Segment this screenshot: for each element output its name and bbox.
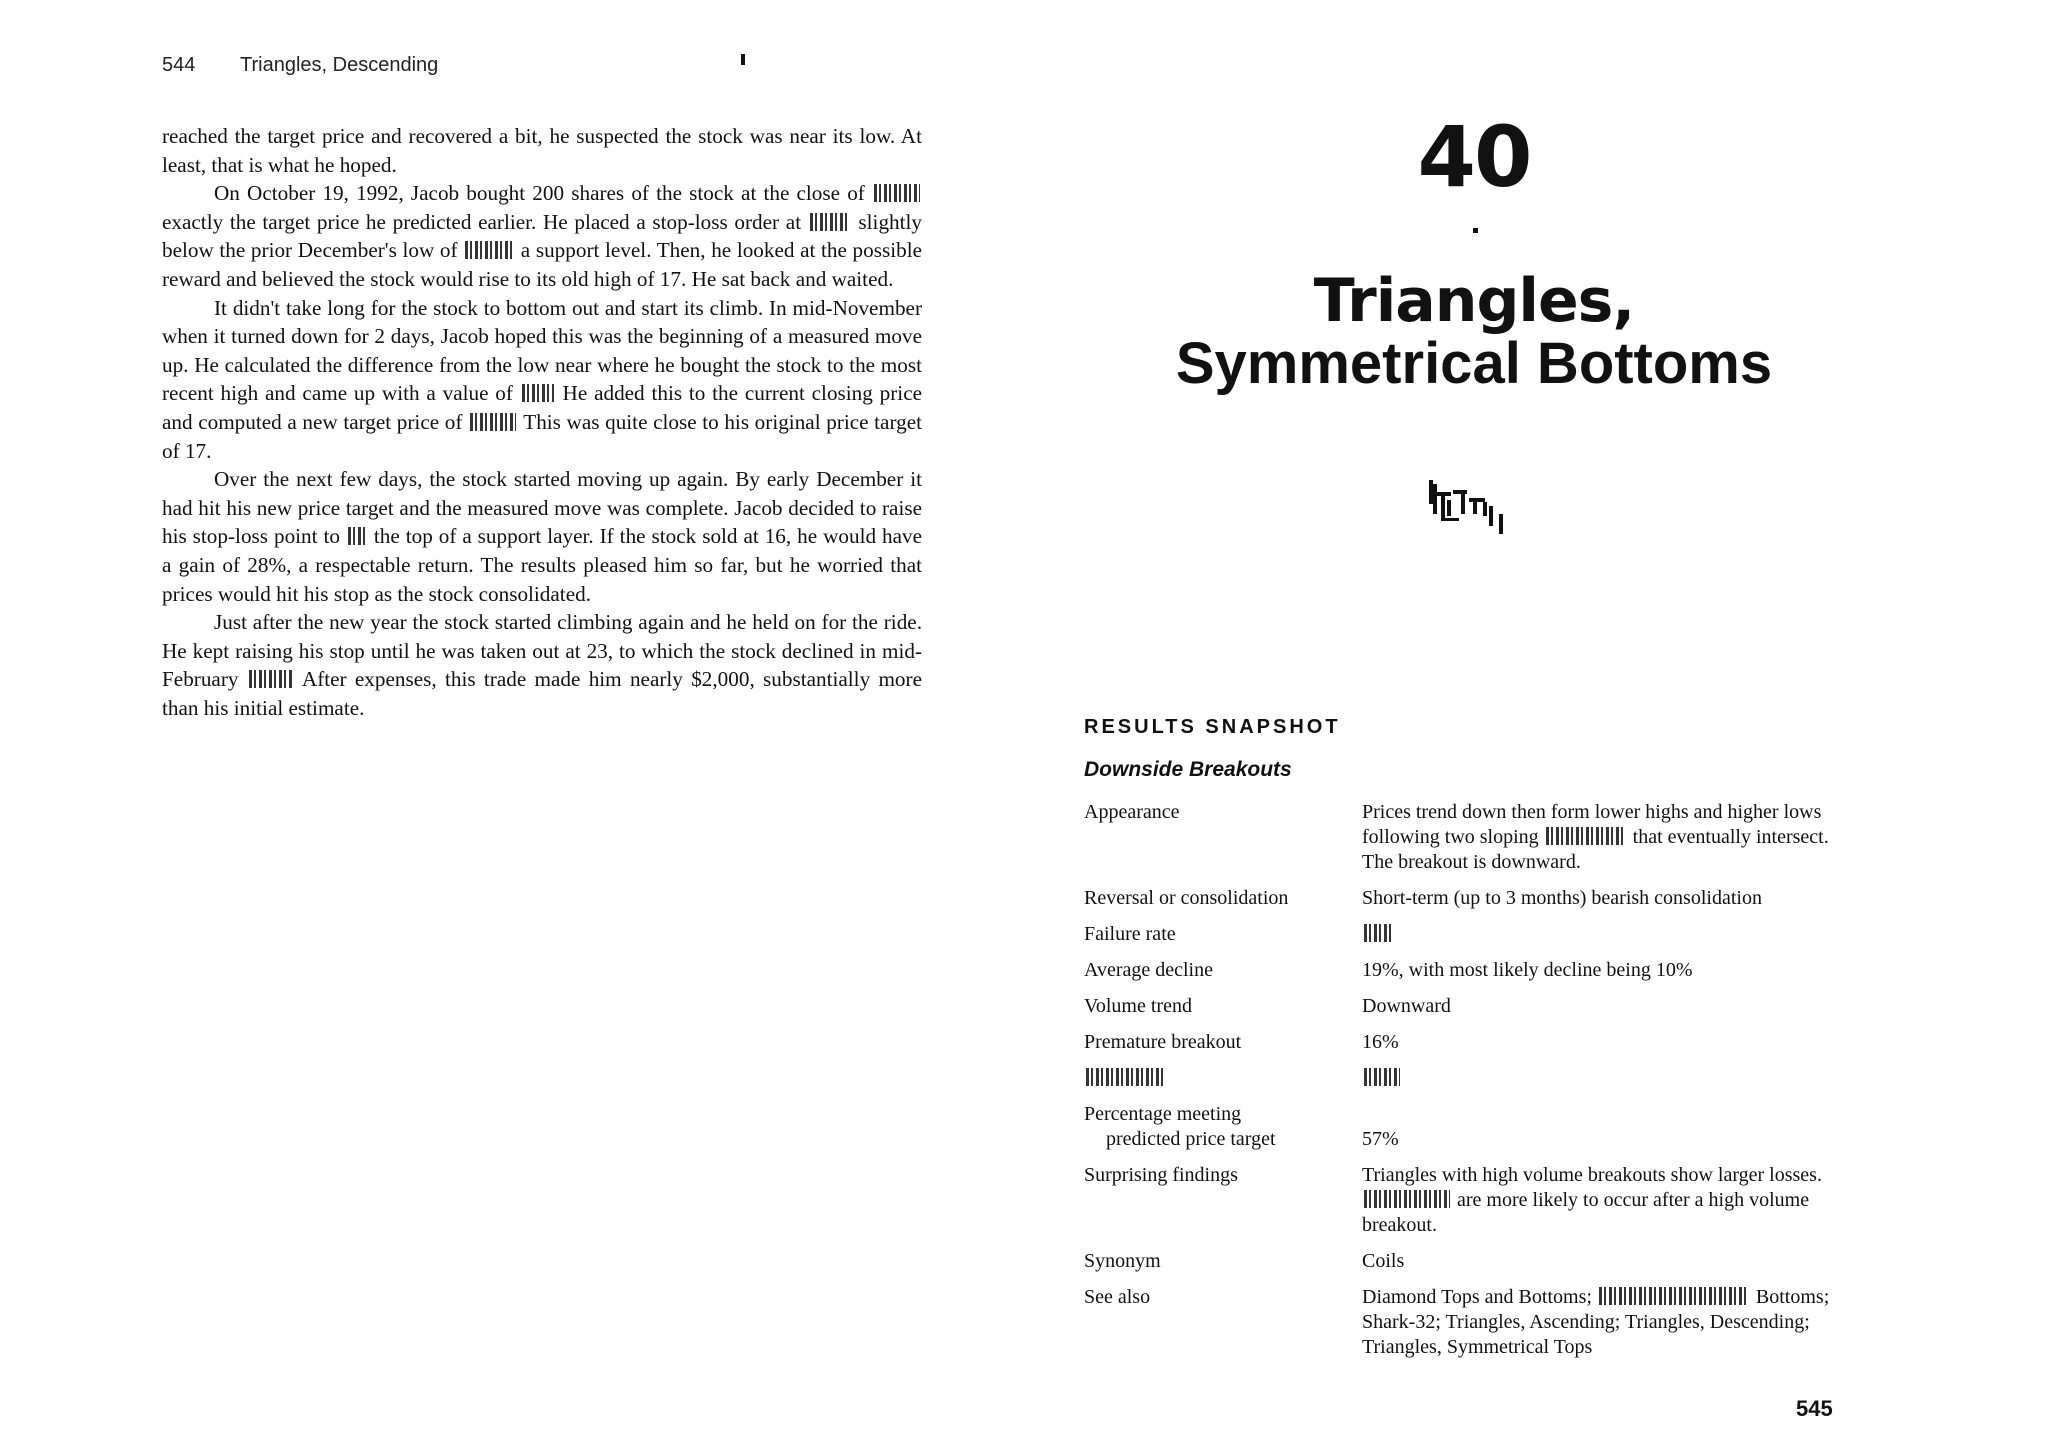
print-dot [1473, 228, 1478, 233]
row-label [1084, 1066, 1362, 1091]
row-value [1362, 922, 1864, 947]
page-number-right: 545 [1796, 1396, 1833, 1421]
chapter-number: 40 [1417, 108, 1531, 206]
row-label: Reversal or consolidation [1084, 887, 1289, 909]
illegible-glyph [465, 241, 513, 259]
illegible-glyph [249, 670, 293, 688]
table-row [1084, 1102, 1864, 1152]
illegible-glyph [470, 413, 516, 431]
row-value: Downward [1362, 995, 1451, 1017]
row-label: See also [1084, 1286, 1151, 1308]
illegible-glyph [1599, 1287, 1749, 1305]
text-run: On October 19, 1992, Jacob bought 200 shares of the stock at the close of [214, 181, 872, 206]
illegible-glyph [1086, 1068, 1166, 1086]
illegible-glyph [522, 384, 554, 402]
row-label: Failure rate [1084, 923, 1176, 945]
text-run: It didn't take long for the stock to bottom out and start its climb. In mid-November when it turned down for 2 days, Jacob hoped this was the beginning of a measured move up. He calculated the difference from the low near where he bought the stock to the most recent high and came up with a value of [162, 295, 922, 406]
row-value: Diamond Tops and Bottoms; Bottoms; Shark-32; Triangles, Ascending; Triangles, Descending; Triangles, Symmetrical Tops [1362, 1286, 1830, 1358]
page-number-left: 544 [162, 54, 196, 76]
text-run: reached the target price and recovered a bit, he suspected the stock was near its low. At least, that is what he hoped. [162, 124, 922, 177]
paragraph-2 [162, 179, 922, 293]
illegible-glyph [1546, 827, 1626, 845]
text-run: He added this to the current closing price and computed a new target price of [162, 381, 923, 434]
text-run: slightly below the prior December's low of [162, 209, 922, 263]
table-row [1084, 994, 1864, 1019]
paragraph-5 [162, 608, 922, 722]
row-label: Synonym [1084, 1250, 1161, 1272]
running-head [162, 54, 438, 77]
snapshot-subtitle: Downside Breakouts [1084, 758, 1292, 781]
row-value: Coils [1362, 1250, 1405, 1272]
chapter-ornament-icon [1427, 478, 1509, 536]
text-run: the top of a support layer. If the stock sold at 16, he would have a gain of 28%, a respectable return. The results pleased him so far, but he worried that prices would hit his stop as the stock consolidated. [162, 524, 923, 606]
row-value: Triangles with high volume breakouts show larger losses. are more likely to occur after a high volume breakout. [1362, 1164, 1822, 1236]
row-label: Appearance [1084, 801, 1180, 823]
table-row [1084, 1249, 1864, 1274]
illegible-glyph [1364, 924, 1394, 942]
paragraph-1 [162, 122, 922, 179]
table-row [1084, 800, 1864, 875]
table-row [1084, 1030, 1864, 1055]
row-label: Volume trend [1084, 995, 1192, 1017]
right-page [1024, 0, 2048, 1447]
paragraph-4 [162, 465, 922, 608]
illegible-glyph [348, 527, 366, 545]
text-run: This was quite close to his original price target of 17. [162, 409, 923, 463]
text-run: After expenses, this trade made him nearly $2,000, substantially more than his initial estimate. [162, 667, 922, 720]
illegible-glyph [1364, 1068, 1400, 1086]
table-row [1084, 1163, 1864, 1238]
illegible-glyph [874, 184, 920, 202]
text-run: a support level. Then, he looked at the possible reward and believed the stock would rise to its old high of 17. He sat back and waited. [162, 238, 922, 291]
row-value: Short-term (up to 3 months) bearish consolidation [1362, 887, 1762, 909]
table-row [1084, 922, 1864, 947]
illegible-glyph [1364, 1190, 1450, 1208]
print-mark [741, 54, 745, 65]
row-label: Surprising findings [1084, 1164, 1238, 1186]
table-row [1084, 886, 1864, 911]
chapter-title-line-1: Triangles, [1313, 266, 1635, 336]
snapshot-title: RESULTS SNAPSHOT [1084, 716, 1341, 738]
body-text [162, 122, 922, 722]
row-label: Average decline [1084, 959, 1213, 981]
text-run: exactly the target price he predicted earlier. He placed a stop-loss order at [162, 209, 808, 234]
text-run: Just after the new year the stock started climbing again and he held on for the ride. He kept raising his stop until he was taken out at 23, to which the stock declined in mid-February [162, 610, 922, 692]
table-row [1084, 958, 1864, 983]
row-value [1362, 1066, 1864, 1091]
table-row [1084, 1066, 1864, 1091]
row-label: Premature breakout [1084, 1031, 1242, 1053]
row-value: 57% [1362, 1128, 1399, 1150]
row-label-line: predicted price target [1106, 1128, 1276, 1150]
running-head-title: Triangles, Descending [240, 54, 439, 76]
row-value: 19%, with most likely decline being 10% [1362, 959, 1693, 981]
illegible-glyph [810, 213, 850, 231]
row-value: Prices trend down then form lower highs and higher lows following two sloping that eventually intersect. The breakout is downward. [1362, 801, 1829, 873]
row-value: 16% [1362, 1031, 1399, 1053]
results-table [1084, 800, 1864, 1371]
table-row [1084, 1285, 1864, 1360]
row-label [1084, 1102, 1362, 1152]
paragraph-3 [162, 294, 922, 466]
chapter-title-line-2: Symmetrical Bottoms [1175, 331, 1773, 396]
text-run: Over the next few days, the stock started moving up again. By early December it had hit his new price target and the measured move was complete. Jacob decided to raise his stop-loss point to [162, 467, 922, 549]
row-label-line: Percentage meeting [1084, 1103, 1242, 1125]
